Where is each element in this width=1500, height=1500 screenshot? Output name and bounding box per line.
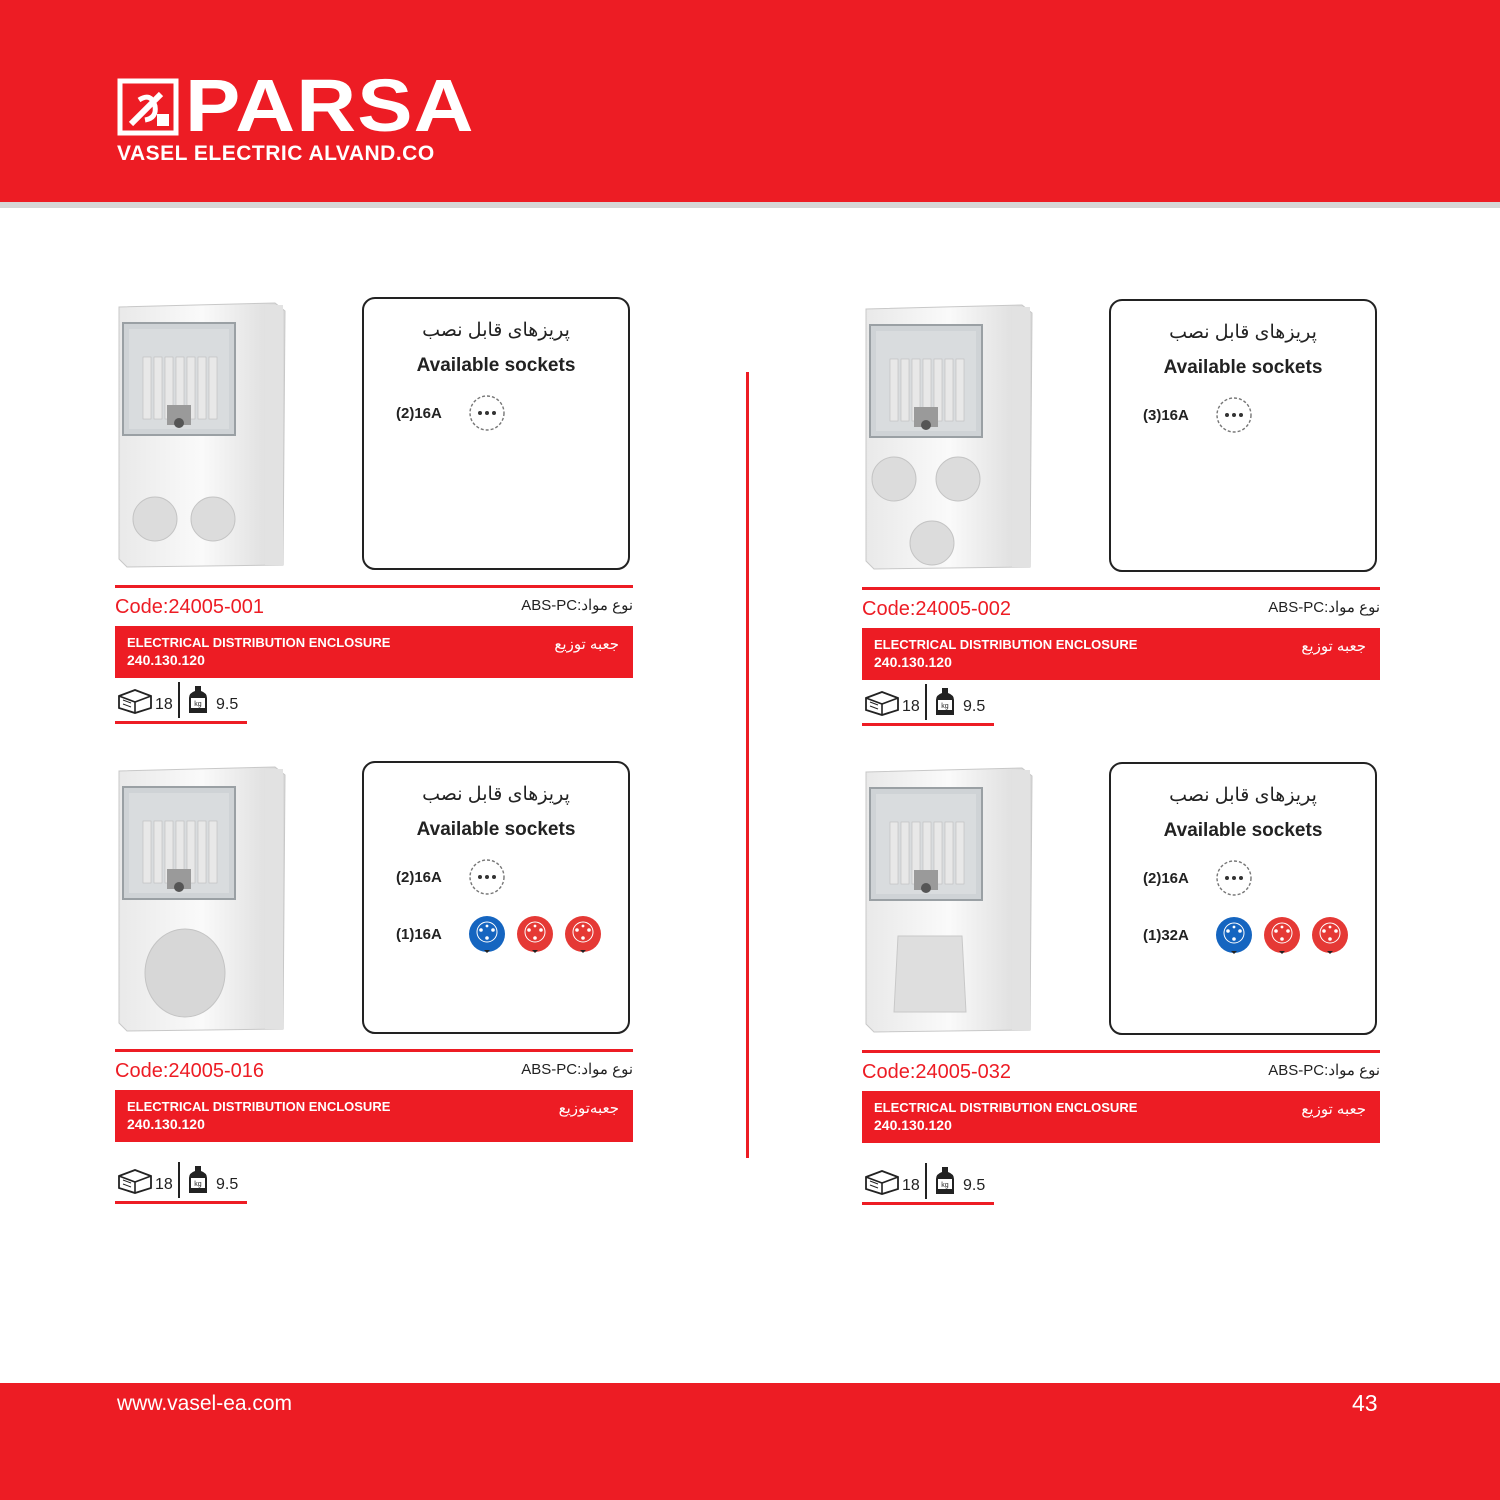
- carton-box-icon: [864, 1167, 900, 1195]
- sockets-title-en: Available sockets: [416, 355, 576, 376]
- packing-separator: [178, 1162, 180, 1198]
- product-dimensions: 240.130.120: [127, 652, 205, 668]
- code-separator-line: [862, 587, 1380, 590]
- carton-box-icon: [864, 688, 900, 716]
- code-separator-line: [115, 585, 633, 588]
- socket-row: [396, 914, 612, 954]
- socket-row: [396, 857, 516, 897]
- packing-underline: [115, 721, 247, 724]
- footer-website-link[interactable]: www.vasel-ea.com: [117, 1392, 293, 1415]
- carton-weight: 9.5: [963, 1177, 986, 1194]
- socket-row: [1143, 858, 1263, 898]
- product-card-4: [862, 762, 1382, 1192]
- carton-weight: 9.5: [216, 1176, 239, 1193]
- socket-count-label: (2)16A: [396, 868, 442, 886]
- company-name: VASEL ELECTRIC ALVAND.CO: [117, 142, 435, 165]
- material-label: نوع مواد:ABS-PC: [1268, 599, 1380, 616]
- schuko-socket-icon: [468, 858, 506, 896]
- parsa-logo-icon: [117, 78, 179, 136]
- product-dimensions: 240.130.120: [874, 654, 952, 670]
- schuko-socket-icon: [468, 394, 506, 432]
- carton-quantity: 18: [902, 1177, 920, 1194]
- brand-logo: [117, 64, 477, 171]
- product-title-en: ELECTRICAL DISTRIBUTION ENCLOSURE: [127, 635, 391, 650]
- product-title-band: [862, 628, 1380, 680]
- product-card-1: [115, 297, 635, 727]
- packing-info: [115, 1160, 249, 1200]
- column-divider: [746, 372, 749, 1158]
- product-card-2: [862, 299, 1382, 729]
- product-title-band: [115, 1090, 633, 1142]
- schuko-socket-icon: [1215, 396, 1253, 434]
- product-title-fa: جعبه توزیع: [1301, 638, 1366, 655]
- socket-row: [396, 393, 516, 433]
- carton-weight: 9.5: [963, 698, 986, 715]
- carton-weight: 9.5: [216, 696, 239, 713]
- available-sockets-panel: [1109, 762, 1377, 1035]
- weight-icon: [935, 686, 955, 716]
- product-code: Code:24005-002: [862, 598, 1012, 620]
- packing-separator: [178, 682, 180, 718]
- enclosure-photo: [115, 297, 290, 572]
- packing-underline: [862, 1202, 994, 1205]
- product-code: Code:24005-001: [115, 596, 265, 618]
- available-sockets-panel: [1109, 299, 1377, 572]
- socket-count-label: (1)16A: [396, 925, 442, 943]
- product-title-band: [862, 1091, 1380, 1143]
- sockets-title-en: Available sockets: [1163, 357, 1323, 378]
- sockets-title-fa: پریزهای قابل نصب: [422, 320, 570, 341]
- enclosure-photo: [115, 761, 290, 1036]
- weight-icon: [188, 1164, 208, 1194]
- code-separator-line: [862, 1050, 1380, 1053]
- packing-underline: [115, 1201, 247, 1204]
- socket-count-label: (1)32A: [1143, 926, 1189, 944]
- svg-text:kg: kg: [194, 701, 202, 708]
- material-label: نوع مواد:ABS-PC: [521, 597, 633, 614]
- product-code: Code:24005-032: [862, 1061, 1012, 1083]
- product-title-band: [115, 626, 633, 678]
- blue-industrial-socket-icon: [468, 915, 506, 953]
- brand-name: PARSA: [185, 64, 475, 147]
- product-title-en: ELECTRICAL DISTRIBUTION ENCLOSURE: [127, 1099, 391, 1114]
- material-label: نوع مواد:ABS-PC: [1268, 1062, 1380, 1079]
- packing-underline: [862, 723, 994, 726]
- socket-row: [1143, 395, 1263, 435]
- socket-count-label: (3)16A: [1143, 406, 1189, 424]
- available-sockets-panel: [362, 761, 630, 1034]
- product-title-fa: جعبه توزیع: [1301, 1101, 1366, 1118]
- material-label: نوع مواد:ABS-PC: [521, 1061, 633, 1078]
- weight-icon: [935, 1165, 955, 1195]
- red-industrial-socket-icon: [564, 915, 602, 953]
- red-industrial-socket-icon: [516, 915, 554, 953]
- product-title-fa: جعبه توزیع: [554, 636, 619, 653]
- product-title-en: ELECTRICAL DISTRIBUTION ENCLOSURE: [874, 637, 1138, 652]
- carton-quantity: 18: [155, 696, 173, 713]
- header-divider: [0, 202, 1500, 208]
- enclosure-photo: [862, 762, 1037, 1037]
- red-industrial-socket-icon: [1263, 916, 1301, 954]
- socket-count-label: (2)16A: [396, 404, 442, 422]
- product-dimensions: 240.130.120: [127, 1116, 205, 1132]
- product-dimensions: 240.130.120: [874, 1117, 952, 1133]
- sockets-title-fa: پریزهای قابل نصب: [422, 784, 570, 805]
- product-title-fa: جعبه‌توزیع: [558, 1100, 619, 1117]
- carton-quantity: 18: [155, 1176, 173, 1193]
- socket-row: [1143, 915, 1359, 955]
- carton-quantity: 18: [902, 698, 920, 715]
- red-industrial-socket-icon: [1311, 916, 1349, 954]
- schuko-socket-icon: [1215, 859, 1253, 897]
- available-sockets-panel: [362, 297, 630, 570]
- product-card-3: [115, 761, 635, 1191]
- enclosure-photo: [862, 299, 1037, 574]
- product-code: Code:24005-016: [115, 1060, 265, 1082]
- svg-text:kg: kg: [941, 1182, 949, 1189]
- packing-info: [862, 1161, 996, 1201]
- sockets-title-fa: پریزهای قابل نصب: [1169, 322, 1317, 343]
- sockets-title-fa: پریزهای قابل نصب: [1169, 785, 1317, 806]
- sockets-title-en: Available sockets: [416, 819, 576, 840]
- socket-count-label: (2)16A: [1143, 869, 1189, 887]
- code-separator-line: [115, 1049, 633, 1052]
- packing-info: [862, 682, 996, 722]
- svg-text:kg: kg: [941, 703, 949, 710]
- svg-text:kg: kg: [194, 1181, 202, 1188]
- carton-box-icon: [117, 1166, 153, 1194]
- sockets-title-en: Available sockets: [1163, 820, 1323, 841]
- blue-industrial-socket-icon: [1215, 916, 1253, 954]
- packing-separator: [925, 684, 927, 720]
- packing-separator: [925, 1163, 927, 1199]
- carton-box-icon: [117, 686, 153, 714]
- page-number: 43: [1352, 1390, 1378, 1416]
- weight-icon: [188, 684, 208, 714]
- product-title-en: ELECTRICAL DISTRIBUTION ENCLOSURE: [874, 1100, 1138, 1115]
- packing-info: [115, 680, 249, 720]
